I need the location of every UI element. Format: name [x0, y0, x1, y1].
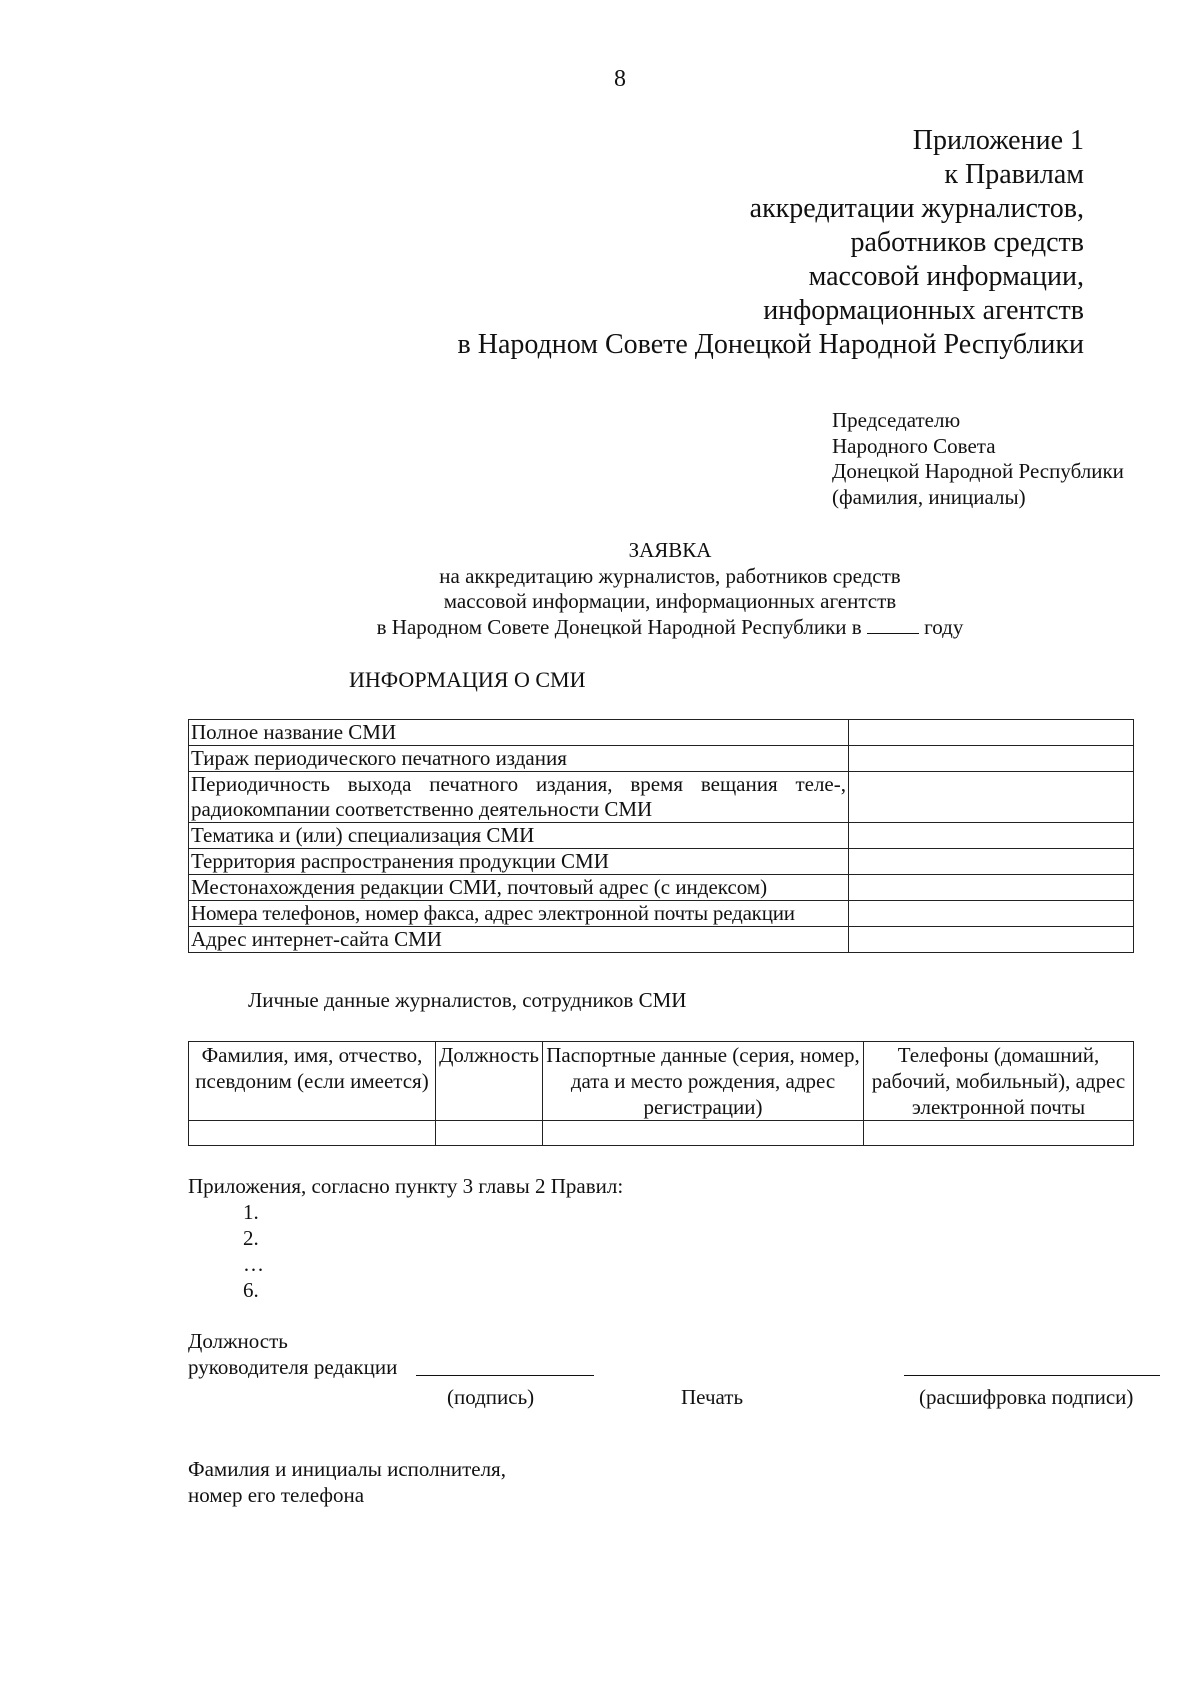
smi-field-value[interactable]: [849, 927, 1134, 953]
addressee-line: Народного Совета: [832, 433, 996, 458]
attachments-list: [243, 1199, 264, 1303]
smi-field-label: Местонахождения редакции СМИ, почтовый адрес (с индексом): [189, 875, 849, 901]
smi-field-value[interactable]: [849, 746, 1134, 772]
table-row: [189, 746, 1134, 772]
column-header-phones: Телефоны (домашний, рабочий, мобильный), адрес электронной почты: [864, 1042, 1134, 1121]
executor-line1: Фамилия и инициалы исполнителя,: [188, 1457, 506, 1481]
appendix-line: к Правилам: [944, 159, 1084, 190]
appendix-line: работников средств: [850, 227, 1084, 258]
table-row: [189, 772, 1134, 823]
list-item: 2.: [243, 1226, 259, 1250]
passport-cell[interactable]: [543, 1121, 864, 1146]
smi-field-label: Периодичность выхода печатного издания, время вещания теле-, радиокомпании соответственно деятельности СМИ: [189, 772, 849, 823]
signature-label-line1: Должность: [188, 1329, 288, 1353]
appendix-line: в Народном Совете Донецкой Народной Республики: [457, 329, 1084, 360]
list-item: 1.: [243, 1200, 259, 1224]
application-heading: [0, 538, 1200, 640]
decoding-caption: (расшифровка подписи): [919, 1385, 1134, 1409]
appendix-line: информационных агентств: [763, 295, 1084, 326]
smi-field-value[interactable]: [849, 720, 1134, 746]
column-header-name: Фамилия, имя, отчество, псевдоним (если имеется): [189, 1042, 436, 1121]
table-row: [189, 720, 1134, 746]
list-item: 6.: [243, 1278, 259, 1302]
personal-data-table: [188, 1041, 1134, 1146]
addressee-line: Председателю: [832, 408, 961, 432]
smi-field-label: Тематика и (или) специализация СМИ: [189, 823, 849, 849]
smi-field-label: Территория распространения продукции СМИ: [189, 849, 849, 875]
signature-label-line2: руководителя редакции: [188, 1355, 398, 1379]
appendix-block: [458, 124, 1085, 362]
heading-line-year: [0, 615, 1200, 641]
smi-info-table: [188, 719, 1134, 953]
executor-line2: номер его телефона: [188, 1483, 365, 1507]
column-header-position: Должность: [436, 1042, 543, 1121]
addressee-line: (фамилия, инициалы): [832, 484, 1026, 509]
smi-field-value[interactable]: [849, 901, 1134, 927]
smi-field-label: Тираж периодического печатного издания: [189, 746, 849, 772]
heading-line-end: году: [924, 614, 964, 639]
appendix-line: массовой информации,: [808, 261, 1084, 292]
signature-label: [188, 1328, 397, 1380]
table-row: [189, 849, 1134, 875]
addressee-block: [832, 408, 1124, 510]
list-item: …: [243, 1252, 264, 1276]
table-row: [189, 875, 1134, 901]
smi-field-value[interactable]: [849, 823, 1134, 849]
personal-section-title: Личные данные журналистов, сотрудников СМИ: [248, 988, 687, 1012]
table-row: [189, 1121, 1134, 1146]
name-cell[interactable]: [189, 1121, 436, 1146]
application-title: ЗАЯВКА: [628, 538, 712, 562]
table-row: [189, 823, 1134, 849]
smi-field-value[interactable]: [849, 875, 1134, 901]
appendix-line: аккредитации журналистов,: [749, 193, 1084, 224]
smi-field-label: Номера телефонов, номер факса, адрес электронной почты редакции: [189, 901, 849, 927]
attachments-title: Приложения, согласно пункту 3 главы 2 Правил:: [188, 1174, 624, 1198]
smi-section-title: ИНФОРМАЦИЯ О СМИ: [349, 667, 586, 692]
executor-block: [188, 1456, 506, 1508]
heading-line: массовой информации, информационных агентств: [443, 589, 897, 613]
signature-caption: (подпись): [447, 1385, 535, 1409]
page-number: 8: [614, 66, 626, 92]
column-header-passport: Паспортные данные (серия, номер, дата и место рождения, адрес регистрации): [543, 1042, 864, 1121]
table-row: [189, 901, 1134, 927]
year-blank-field[interactable]: [867, 615, 919, 634]
smi-field-value[interactable]: [849, 772, 1134, 823]
smi-field-label: Адрес интернет-сайта СМИ: [189, 927, 849, 953]
smi-field-label: Полное название СМИ: [189, 720, 849, 746]
position-cell[interactable]: [436, 1121, 543, 1146]
seal-caption: Печать: [681, 1385, 744, 1409]
appendix-line: Приложение 1: [912, 125, 1084, 156]
heading-line: на аккредитацию журналистов, работников средств: [439, 563, 901, 588]
table-row: [189, 927, 1134, 953]
table-header-row: [189, 1042, 1134, 1121]
phones-cell[interactable]: [864, 1121, 1134, 1146]
addressee-line: Донецкой Народной Республики: [832, 459, 1124, 483]
smi-field-value[interactable]: [849, 849, 1134, 875]
signature-line[interactable]: [416, 1375, 594, 1376]
decoding-line[interactable]: [904, 1375, 1160, 1376]
heading-line-start: в Народном Совете Донецкой Народной Республики в: [376, 614, 862, 639]
